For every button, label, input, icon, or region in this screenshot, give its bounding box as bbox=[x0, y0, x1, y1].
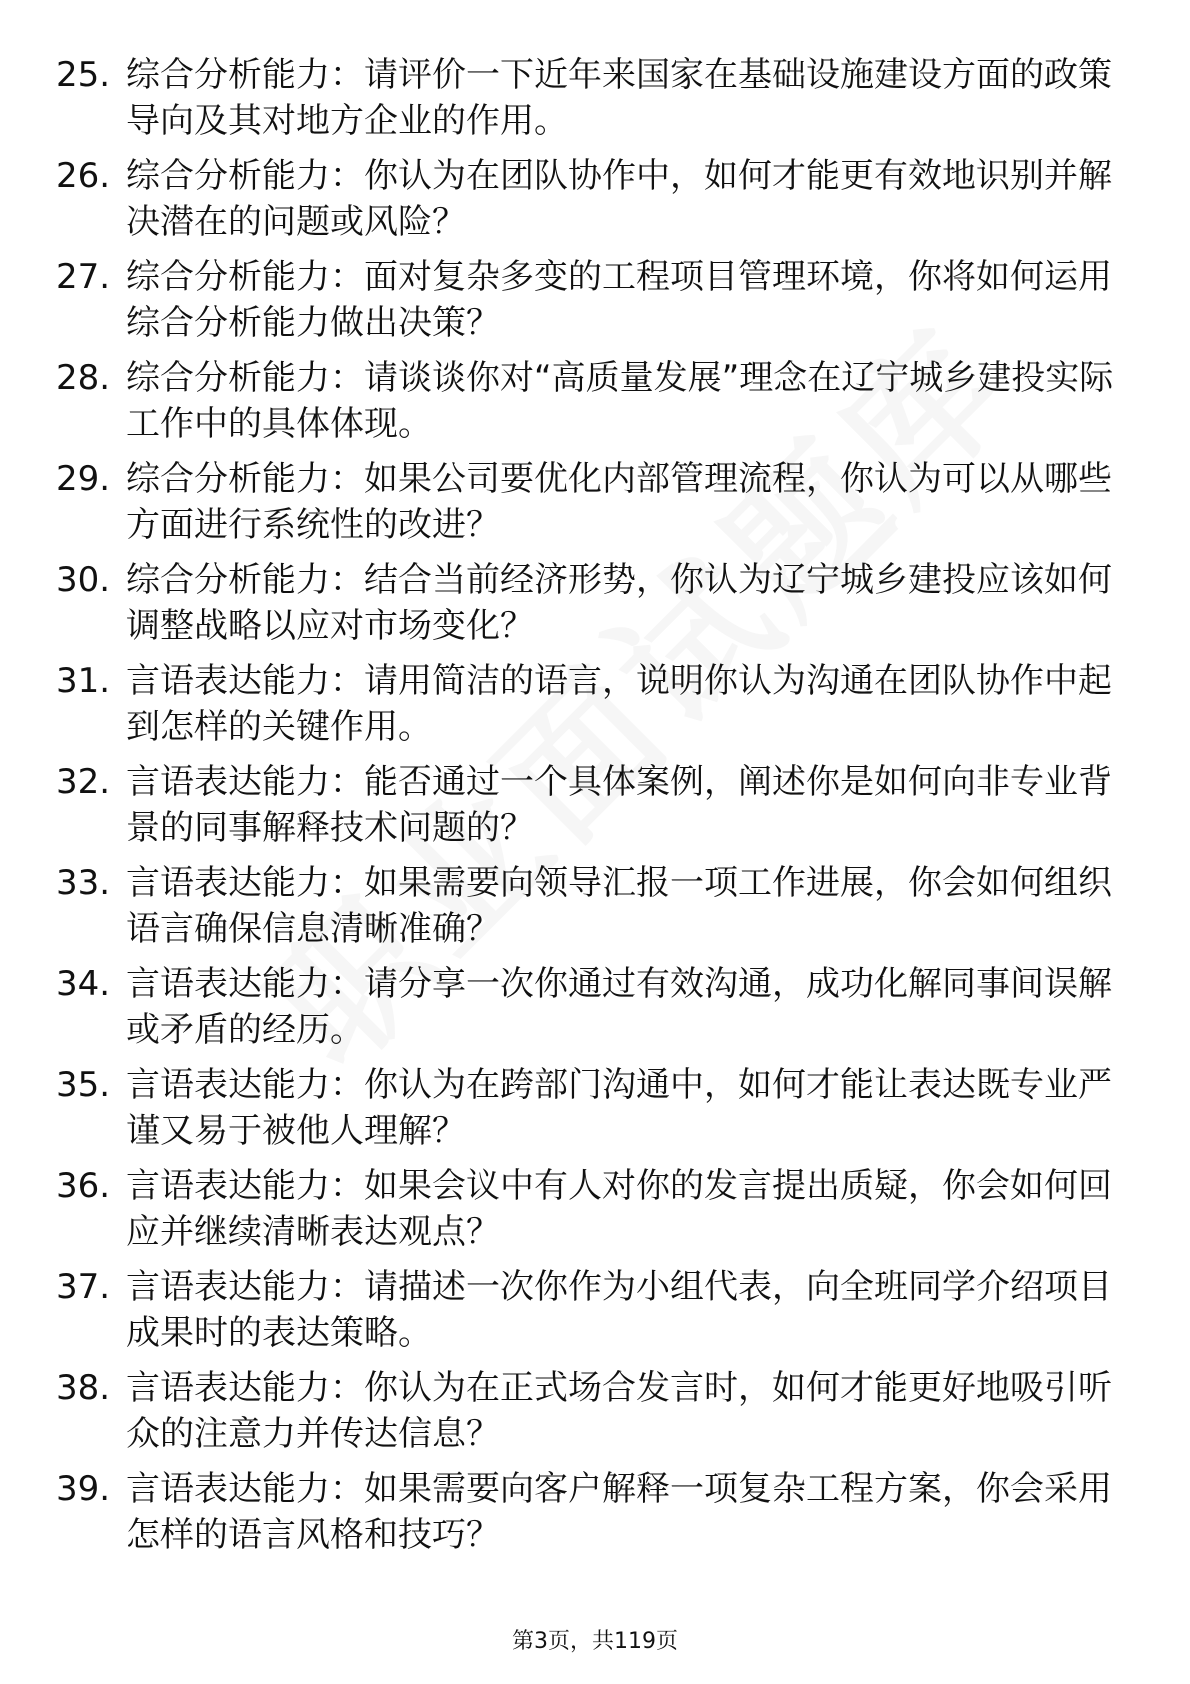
question-text: 言语表达能力：如果需要向客户解释一项复杂工程方案，你会采用怎样的语言风格和技巧？ bbox=[126, 1469, 1112, 1555]
question-text: 综合分析能力：结合当前经济形势，你认为辽宁城乡建投应该如何调整战略以应对市场变化？ bbox=[126, 560, 1112, 646]
question-number: 26. bbox=[56, 156, 111, 196]
question-text: 言语表达能力：请分享一次你通过有效沟通，成功化解同事间误解或矛盾的经历。 bbox=[126, 964, 1112, 1050]
question-number: 38. bbox=[56, 1368, 111, 1408]
question-item bbox=[56, 1365, 1136, 1457]
question-text: 言语表达能力：如果需要向领导汇报一项工作进展，你会如何组织语言确保信息清晰准确？ bbox=[126, 863, 1112, 949]
question-item bbox=[56, 456, 1136, 548]
question-number: 28. bbox=[56, 358, 111, 398]
question-number: 30. bbox=[56, 560, 111, 600]
question-number: 32. bbox=[56, 762, 111, 802]
question-number: 27. bbox=[56, 257, 111, 297]
question-number: 37. bbox=[56, 1267, 111, 1307]
question-text: 综合分析能力：请评价一下近年来国家在基础设施建设方面的政策导向及其对地方企业的作用。 bbox=[126, 55, 1112, 141]
question-list bbox=[56, 52, 1136, 1567]
question-item bbox=[56, 254, 1136, 346]
question-item bbox=[56, 1466, 1136, 1558]
question-item bbox=[56, 1163, 1136, 1255]
question-number: 33. bbox=[56, 863, 111, 903]
question-text: 言语表达能力：请描述一次你作为小组代表，向全班同学介绍项目成果时的表达策略。 bbox=[126, 1267, 1112, 1353]
question-number: 29. bbox=[56, 459, 111, 499]
question-item bbox=[56, 355, 1136, 447]
question-text: 综合分析能力：你认为在团队协作中，如何才能更有效地识别并解决潜在的问题或风险？ bbox=[126, 156, 1112, 242]
question-number: 25. bbox=[56, 55, 111, 95]
question-text: 言语表达能力：如果会议中有人对你的发言提出质疑，你会如何回应并继续清晰表达观点？ bbox=[126, 1166, 1112, 1252]
question-item bbox=[56, 557, 1136, 649]
question-text: 言语表达能力：你认为在跨部门沟通中，如何才能让表达既专业严谨又易于被他人理解？ bbox=[126, 1065, 1112, 1151]
question-item bbox=[56, 658, 1136, 750]
question-item bbox=[56, 153, 1136, 245]
question-text: 言语表达能力：你认为在正式场合发言时，如何才能更好地吸引听众的注意力并传达信息？ bbox=[126, 1368, 1112, 1454]
question-number: 31. bbox=[56, 661, 111, 701]
question-text: 言语表达能力：请用简洁的语言，说明你认为沟通在团队协作中起到怎样的关键作用。 bbox=[126, 661, 1112, 747]
question-number: 39. bbox=[56, 1469, 111, 1509]
question-item bbox=[56, 759, 1136, 851]
question-item bbox=[56, 860, 1136, 952]
question-text: 综合分析能力：如果公司要优化内部管理流程，你认为可以从哪些方面进行系统性的改进？ bbox=[126, 459, 1112, 545]
question-text: 综合分析能力：面对复杂多变的工程项目管理环境，你将如何运用综合分析能力做出决策？ bbox=[126, 257, 1112, 343]
question-number: 34. bbox=[56, 964, 111, 1004]
question-item bbox=[56, 52, 1136, 144]
question-item bbox=[56, 961, 1136, 1053]
question-text: 综合分析能力：请谈谈你对“高质量发展”理念在辽宁城乡建投实际工作中的具体体现。 bbox=[126, 358, 1114, 444]
question-number: 35. bbox=[56, 1065, 111, 1105]
question-number: 36. bbox=[56, 1166, 111, 1206]
question-item bbox=[56, 1062, 1136, 1154]
question-item bbox=[56, 1264, 1136, 1356]
question-text: 言语表达能力：能否通过一个具体案例，阐述你是如何向非专业背景的同事解释技术问题的？ bbox=[126, 762, 1112, 848]
page-footer: 第3页，共119页 bbox=[512, 1629, 678, 1654]
